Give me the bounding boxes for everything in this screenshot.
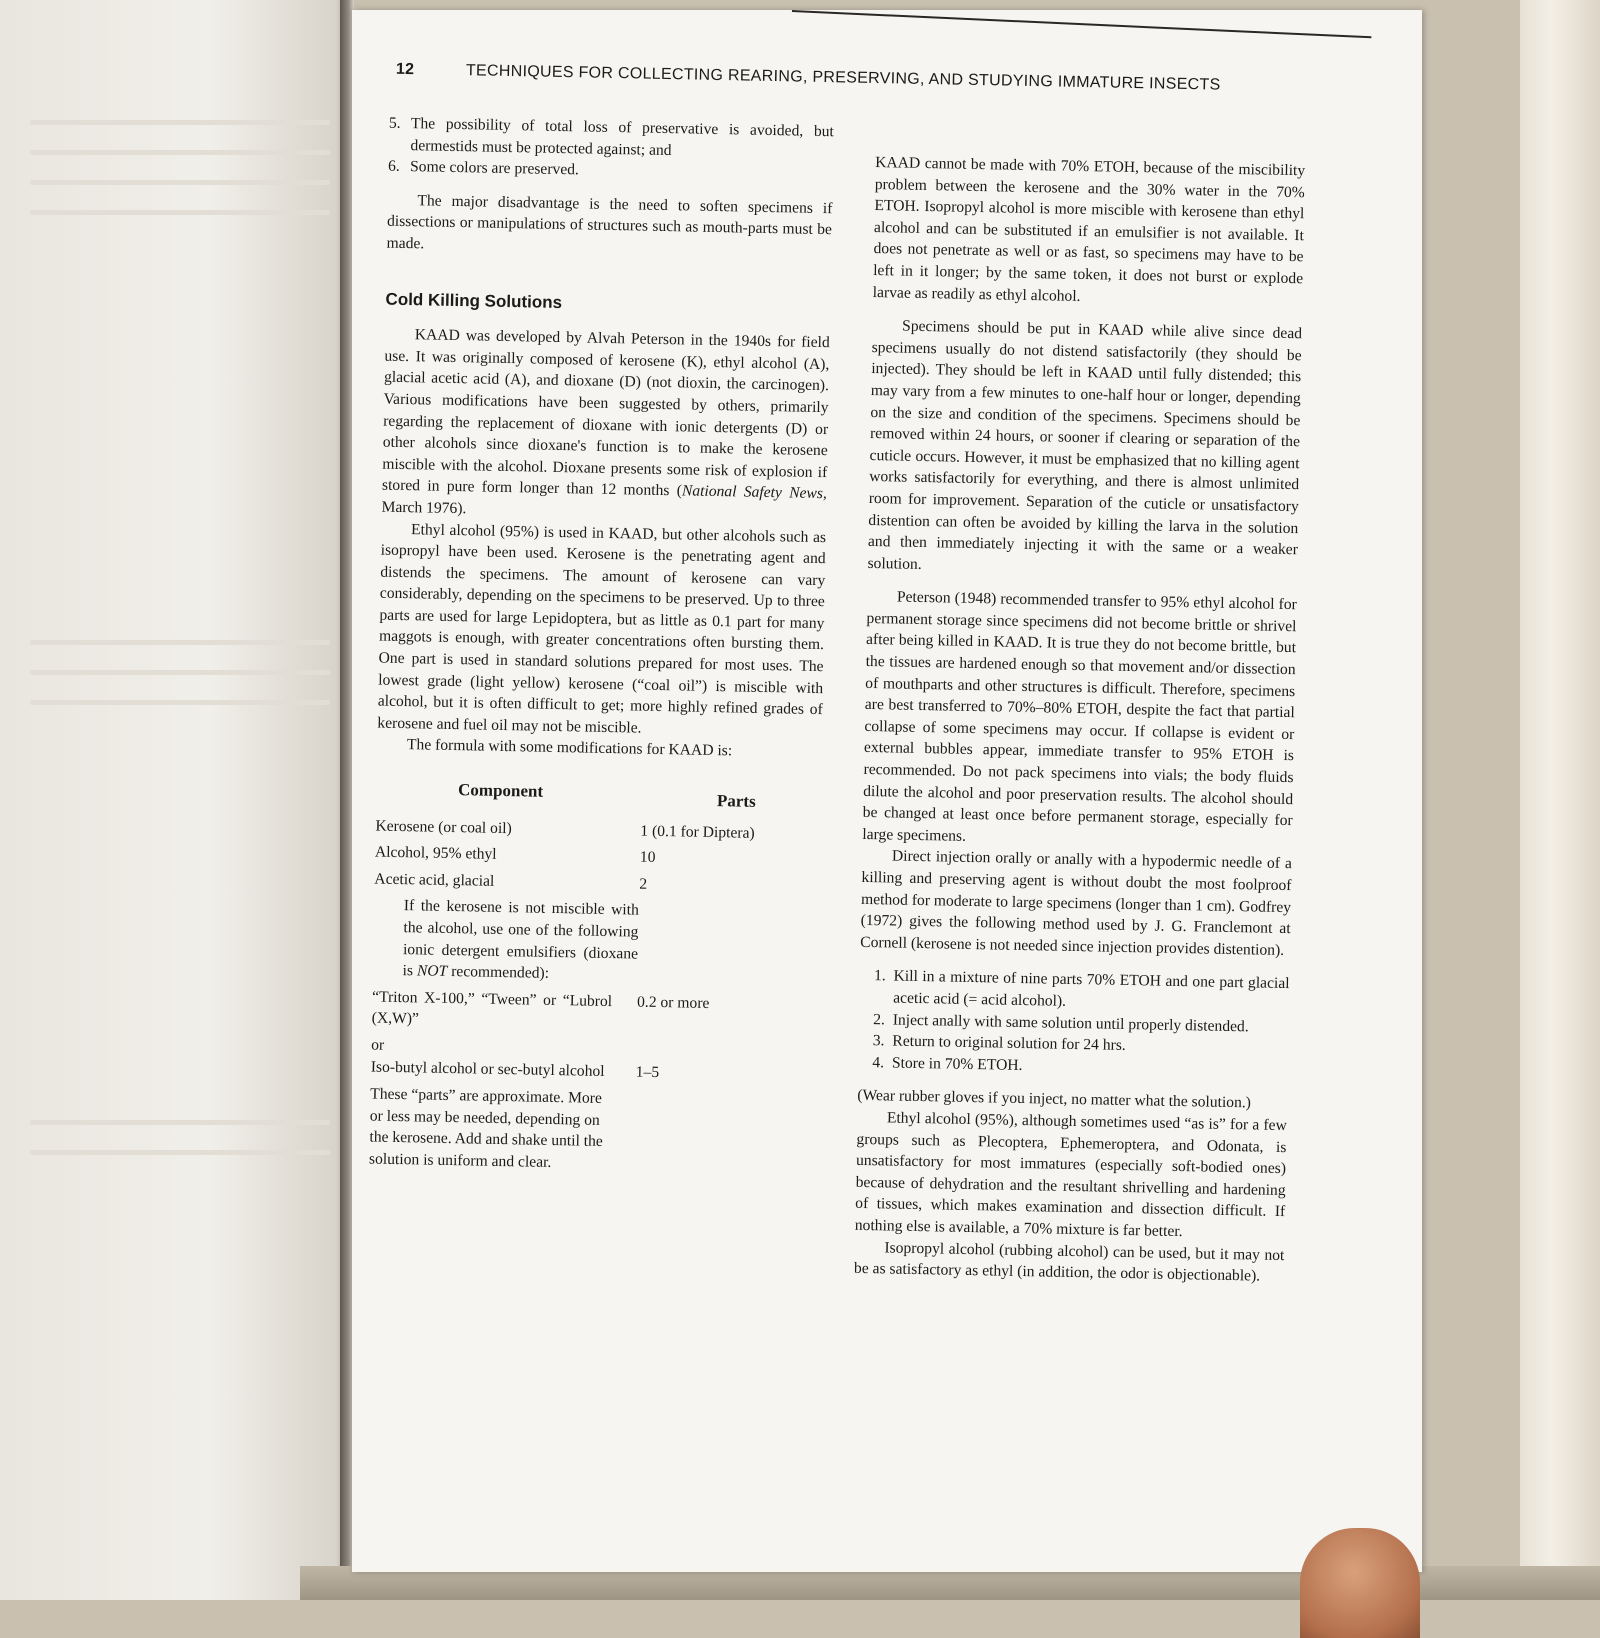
- paragraph-miscibility: KAAD cannot be made with 70% ETOH, because of the miscibility problem between the kerosene and the 30% water in the 70% ETOH. Isopropyl alcohol is more miscible with kerosene than ethyl alcohol and can be substituted if an emulsifier is not available. It does not penetrate as well or as fast, so specimens may have to be left in it longer; by the same token, it does not burst or explode larvae as readily as ethyl alcohol.: [872, 154, 1306, 305]
- running-head: [396, 61, 1376, 98]
- parts-cell: 1 (0.1 for Diptera): [640, 822, 755, 842]
- paragraph-ethyl: Ethyl alcohol (95%) is used in KAAD, but other alcohols such as isopropyl have been used. Kerosene is the penetrating agent and distends the specimens. The amount of kerosene can vary considerably, depending on the specimens to be preserved. Up to three parts are used for large Lepidoptera, but as little as 0.1 part for many maggots is enough, with greater concentrations often bursting them. One part is used in standard solutions prepared for most uses. The lowest grade (light yellow) kerosene (“coal oil”) is miscible with alcohol, but it is often difficult to get; more highly refined grades of kerosene and fuel oil may not be miscible.: [377, 520, 827, 737]
- book-page: [352, 10, 1422, 1572]
- right-column: [854, 122, 1306, 1288]
- injection-steps: [858, 965, 1290, 1081]
- formula-row: [374, 868, 814, 898]
- parts-cell: 1–5: [635, 1063, 660, 1081]
- list-number: 5.: [388, 114, 401, 132]
- running-head-title: TECHNIQUES FOR COLLECTING REARING, PRESERVING, AND STUDYING IMMATURE INSECTS: [465, 62, 1221, 94]
- parts-note: These “parts” are approximate. More or less may be needed, depending on the kerosene. Add and shake until the solution is uniform and clear.: [368, 1085, 603, 1171]
- emulsifier-note-emphasis: NOT: [416, 962, 448, 981]
- paragraph-kaad-text: KAAD was developed by Alvah Peterson in the 1940s for field use. It was originally composed of kerosene (K), ethyl alcohol (A), glacial acetic acid (A), and dioxane (D) (not dioxin, the carcinogen). Various modifications have been suggested by others, primarily regarding the replacement of dioxane with ionic detergents (D) or other alcohols since dioxane's function is to make the kerosene miscible with the alcohol. Dioxane presents some risk of explosion if stored in pure form longer than 12 months (: [381, 326, 830, 500]
- parts-cell: 10: [639, 848, 656, 867]
- faded-text-line: [30, 640, 330, 645]
- component-cell: Kerosene (or coal oil): [375, 817, 512, 837]
- faded-text-line: [30, 210, 330, 215]
- faded-text-line: [30, 120, 330, 125]
- page-number: 12: [395, 60, 415, 79]
- citation-date: March 1976).: [381, 498, 467, 518]
- paragraph-isopropyl: Isopropyl alcohol (rubbing alcohol) can be used, but it may not be as satisfactory as ethyl (in addition, the odor is objectionable).: [853, 1238, 1285, 1285]
- paragraph-formula-intro: The formula with some modifications for KAAD is:: [406, 736, 733, 760]
- emulsifier-note-text: If the kerosene is not miscible with the alcohol, use one of the following ionic detergent emulsifiers (dioxane is: [402, 897, 640, 980]
- section-heading: Cold Killing Solutions: [385, 289, 563, 312]
- step-item: 4. Store in 70% ETOH.: [888, 1052, 1288, 1081]
- left-column: [369, 113, 834, 1179]
- faded-text-line: [30, 700, 330, 705]
- parts-header: Parts: [716, 791, 756, 811]
- binder-edge: [1520, 0, 1600, 1600]
- paragraph-kaad: [381, 324, 830, 527]
- component-header: Component: [457, 780, 544, 801]
- formula-row: [375, 842, 815, 872]
- component-cell: “Triton X-100,” “Tween” or “Lubrol (X,W)”: [371, 988, 613, 1028]
- step-item: 2. Inject anally with same solution until properly distended.: [889, 1009, 1289, 1038]
- step-item: 1. Kill in a mixture of nine parts 70% ETOH and one part glacial acetic acid (= acid alcohol).: [889, 966, 1290, 1017]
- list-text: The possibility of total loss of preservative is avoided, but dermestids must be protected against; and: [410, 115, 834, 159]
- citation: National Safety News,: [681, 482, 828, 503]
- paragraph-disadvantage: The major disadvantage is the need to soften specimens if dissections or manipulations of structures such as mouth-parts must be made.: [386, 192, 833, 253]
- faded-text-line: [30, 180, 330, 185]
- list-text: Some colors are preserved.: [409, 158, 580, 179]
- faded-text-line: [30, 670, 330, 675]
- paragraph-specimens: Specimens should be put in KAAD while alive since dead specimens usually do not distend satisfactorily (they should be injected). They should be left in KAAD until fully distended; this may vary from a few minutes to one-half hour or longer, depending on the size and condition of the specimens. Specimens should be removed within 24 hours, or sooner if clearing or separation of the cuticle occurs. However, it must be emphasized that no killing agent works satisfactorily for everything, and there is almost unlimited room for improvement. Separation of the cuticle or unsatisfactory distention can often be avoided by killing the larva in the solution and then immediately injecting it with the same or a weaker solution.: [867, 317, 1303, 573]
- advantages-list: [388, 113, 834, 186]
- step-item: 3. Return to original solution for 24 hrs.: [888, 1031, 1288, 1060]
- formula-row: [372, 986, 813, 1038]
- or-label: or: [371, 1036, 385, 1054]
- paragraph-ethyl-as-is: Ethyl alcohol (95%), although sometimes used “as is” for a few groups such as Plecoptera, Ephemeroptera, and Odonata, is unsatisfactory for most immatures (especially soft-bodied ones) because of dehydration and the resultant shrivelling and hardening of tissues, which makes examination and dissection difficult. If nothing else is available, a 70% mixture is far better.: [854, 1109, 1287, 1241]
- component-cell: Alcohol, 95% ethyl: [374, 843, 497, 864]
- paragraph-injection: Direct injection orally or anally with a hypodermic needle of a killing and preserving agent is without doubt the most foolproof method for moderate to large specimens (longer than 1 cm). Godfrey (1972) gives the following method used by J. G. Franclemont at Cornell (kerosene is not needed since injection provides distention).: [860, 847, 1293, 959]
- emulsifier-note-end: recommended):: [447, 963, 550, 983]
- component-cell: Iso-butyl alcohol or sec-butyl alcohol: [370, 1058, 605, 1080]
- list-number: 6.: [387, 157, 400, 176]
- faded-text-line: [30, 1150, 330, 1155]
- emulsifier-note: [372, 895, 639, 986]
- component-cell: Acetic acid, glacial: [374, 870, 495, 890]
- faded-text-line: [30, 1120, 330, 1125]
- formula-note-row: [372, 895, 814, 990]
- paragraph-gloves: (Wear rubber gloves if you inject, no matter what the solution.): [857, 1087, 1252, 1112]
- faded-text-line: [30, 150, 330, 155]
- parts-cell: 2: [639, 875, 648, 893]
- page-content: [323, 2, 1423, 1584]
- formula-table: [369, 778, 816, 1179]
- parts-cell: 0.2 or more: [636, 993, 710, 1012]
- thumb: [1300, 1528, 1420, 1638]
- paragraph-peterson: Peterson (1948) recommended transfer to 95% ethyl alcohol for permanent storage since specimens did not become brittle or shrivel after being killed in KAAD. It is true they do not become brittle, but the tissues are hardened enough so that movement and/or dissection of mouthparts and other structures is difficult. Therefore, specimens are best transferred to 70%–80% ETOH, despite the fact that partial collapse of some specimens may occur. If collapse is evident or external bubbles appear, immediate transfer to 95% ETOH is recommended. Do not pack specimens into vials; the body fluids dilute the alcohol and poor preservation results. The alcohol should be changed at least once before permanent storage, especially for large specimens.: [862, 588, 1297, 845]
- facing-page-left: [0, 0, 350, 1600]
